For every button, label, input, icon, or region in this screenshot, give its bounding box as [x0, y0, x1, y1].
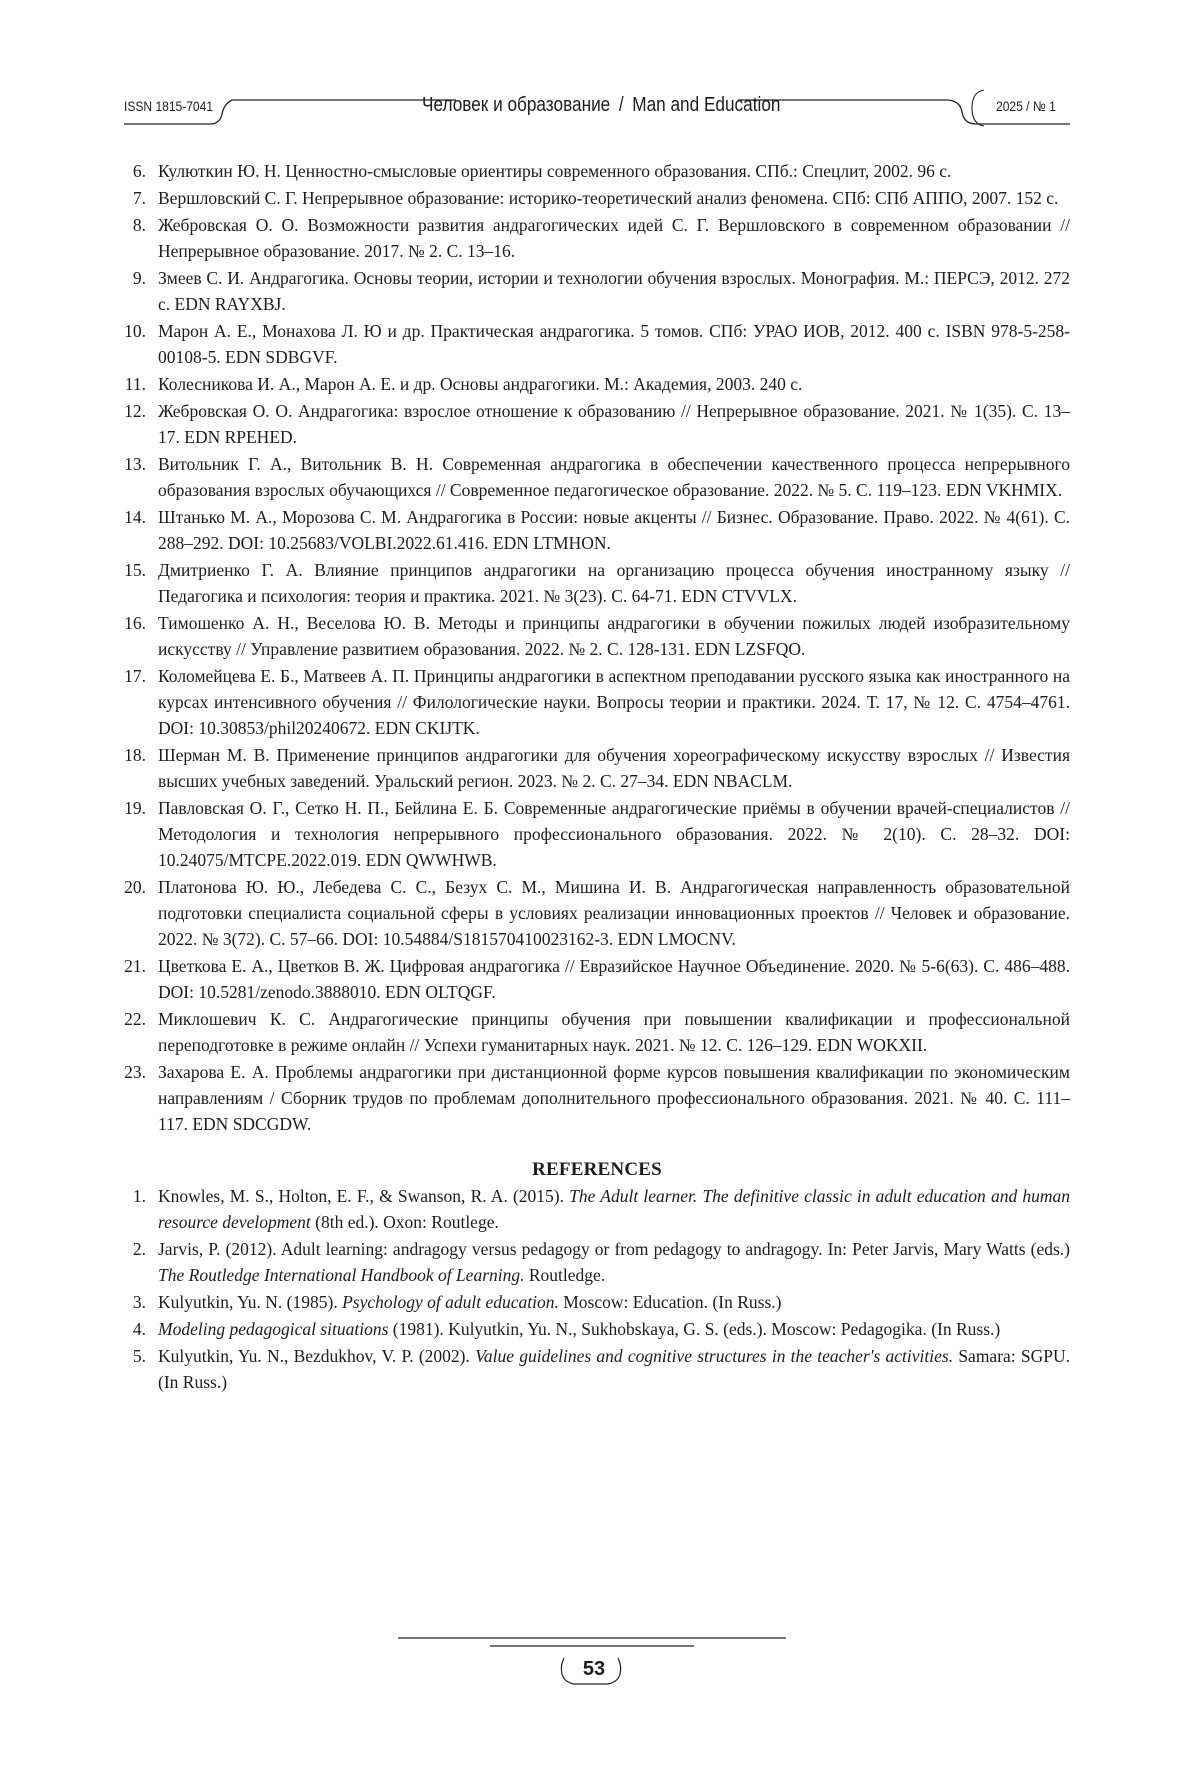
- reference-entry-text: Moscow: Education. (In Russ.): [559, 1292, 782, 1312]
- bibliography-entry: [124, 742, 1070, 794]
- bibliography-entry-text: Марон А. Е., Монахова Л. Ю и др. Практическая андрагогика. 5 томов. СПб: УРАО ИОВ, 2012. 400 с. ISBN 978-5-258-00108-5. EDN SDBGVF.: [158, 321, 1070, 367]
- bibliography-entry: [124, 451, 1070, 503]
- bibliography-entry-number: 18.: [122, 742, 146, 768]
- bibliography-entry-text: Павловская О. Г., Сетко Н. П., Бейлина Е. Б. Современные андрагогические приёмы в обучении врачей-специалистов // Методология и технология непрерывного профессионального образования. 2022. № 2(10). С. 28–32. DOI: 10.24075/MTCPE.2022.019. EDN QWWHWB.: [158, 798, 1070, 870]
- bibliography-entry-number: 19.: [122, 795, 146, 821]
- bibliography-entry-number: 17.: [122, 663, 146, 689]
- page-footer: [398, 1636, 786, 1700]
- bibliography-entry: [124, 265, 1070, 317]
- bibliography-entry: [124, 185, 1070, 211]
- bibliography-entry-text: Дмитриенко Г. А. Влияние принципов андрагогики на организацию процесса обучения иностранному языку // Педагогика и психология: теория и практика. 2021. № 3(23). С. 64-71. EDN CTVVLX.: [158, 560, 1070, 606]
- bibliography-entry-text: Кулюткин Ю. Н. Ценностно-смысловые ориентиры современного образования. СПб.: Спецлит, 2002. 96 с.: [158, 161, 951, 181]
- bibliography-entry: [124, 610, 1070, 662]
- reference-entry-text: (1981). Kulyutkin, Yu. N., Sukhobskaya, G. S. (eds.). Moscow: Pedagogika. (In Russ.): [388, 1319, 1000, 1339]
- reference-entry-number: 3.: [124, 1289, 146, 1315]
- bibliography-entry-text: Штанько М. А., Морозова С. М. Андрагогика в России: новые акценты // Бизнес. Образование. Право. 2022. № 4(61). С. 288–292. DOI: 10.25683/VOLBI.2022.61.416. EDN LTMHON.: [158, 507, 1070, 553]
- reference-entry: [124, 1183, 1070, 1235]
- bibliography-entry-number: 7.: [124, 185, 146, 211]
- bibliography-entry-number: 13.: [122, 451, 146, 477]
- bibliography-entry-number: 6.: [124, 158, 146, 184]
- bibliography-entry-text: Шерман М. В. Применение принципов андрагогики для обучения хореографическому искусству взрослых // Известия высших учебных заведений. Уральский регион. 2023. № 2. С. 27–34. EDN NBACLM.: [158, 745, 1070, 791]
- reference-entry-text: Kulyutkin, Yu. N., Bezdukhov, V. P. (2002).: [158, 1346, 475, 1366]
- bibliography-entry: [124, 158, 1070, 184]
- reference-entry-number: 1.: [124, 1183, 146, 1209]
- bibliography-entry-text: Цветкова Е. А., Цветков В. Ж. Цифровая андрагогика // Евразийское Научное Объединение. 2020. № 5-6(63). С. 486–488. DOI: 10.5281/zenodo.3888010. EDN OLTQGF.: [158, 956, 1070, 1002]
- bibliography-entry-text: Жебровская О. О. Андрагогика: взрослое отношение к образованию // Непрерывное образование. 2021. № 1(35). С. 13–17. EDN RPEHED.: [158, 401, 1070, 447]
- bibliography-entry-number: 12.: [122, 398, 146, 424]
- journal-title-en: Man and Education: [632, 94, 780, 116]
- reference-entry-text: Routledge.: [525, 1265, 606, 1285]
- bibliography-entry-number: 9.: [124, 265, 146, 291]
- reference-entry-text: (8th ed.). Oxon: Routlege.: [311, 1212, 499, 1232]
- bibliography-entry: [124, 212, 1070, 264]
- bibliography-entry-text: Змеев С. И. Андрагогика. Основы теории, истории и технологии обучения взрослых. Монография. М.: ПЕРСЭ, 2012. 272 с. EDN RAYXBJ.: [158, 268, 1070, 314]
- bibliography-list: [124, 158, 1070, 1137]
- bibliography-entry-number: 22.: [122, 1006, 146, 1032]
- bibliography-entry-number: 10.: [122, 318, 146, 344]
- bibliography-entry-text: Захарова Е. А. Проблемы андрагогики при дистанционной форме курсов повышения квалификации по экономическим направлениям / Сборник трудов по проблемам дополнительного профессионального образования. 2021. № 40. С. 111–117. EDN SDCGDW.: [158, 1062, 1070, 1134]
- bibliography-entry-number: 8.: [124, 212, 146, 238]
- bibliography-entry: [124, 953, 1070, 1005]
- bibliography-entry-number: 21.: [122, 953, 146, 979]
- bibliography-entry-text: Витольник Г. А., Витольник В. Н. Современная андрагогика в обеспечении качественного процесса непрерывного образования взрослых обучающихся // Современное педагогическое образование. 2022. № 5. С. 119–123. EDN VKHMIX.: [158, 454, 1070, 500]
- bibliography-entry-number: 15.: [122, 557, 146, 583]
- bibliography-entry-text: Жебровская О. О. Возможности развития андрагогических идей С. Г. Вершловского в современном образовании // Непрерывное образование. 2017. № 2. С. 13–16.: [158, 215, 1070, 261]
- reference-entry-number: 2.: [124, 1236, 146, 1262]
- references-heading: REFERENCES: [124, 1159, 1070, 1181]
- bibliography-entry: [124, 663, 1070, 741]
- reference-entry-title: Value guidelines and cognitive structures in the teacher's activities.: [475, 1346, 953, 1366]
- bibliography-entry-number: 14.: [122, 504, 146, 530]
- reference-entry-title: The Adult learner. The definitive classic in adult education and human resource development: [158, 1186, 1070, 1232]
- reference-entry: [124, 1289, 1070, 1315]
- running-header: [124, 84, 1070, 128]
- bibliography-entry-text: Платонова Ю. Ю., Лебедева С. С., Безух С. М., Мишина И. В. Андрагогическая направленность образовательной подготовки специалиста социальной сферы в условиях реализации инновационных проектов // Человек и образование. 2022. № 3(72). С. 57–66. DOI: 10.54884/S181570410023162-3. EDN LMOCNV.: [158, 877, 1070, 949]
- journal-title-separator: /: [619, 94, 624, 116]
- reference-entry-text: Knowles, M. S., Holton, E. F., & Swanson, R. A. (2015).: [158, 1186, 569, 1206]
- page-number: 53: [572, 1658, 616, 1681]
- bibliography-entry: [124, 371, 1070, 397]
- reference-entry-number: 5.: [124, 1343, 146, 1369]
- issn: ISSN 1815-7041: [124, 98, 213, 114]
- reference-entry-text: Jarvis, P. (2012). Adult learning: andragogy versus pedagogy or from pedagogy to andragogy. In: Peter Jarvis, Mary Watts (eds.): [158, 1239, 1070, 1259]
- bibliography-entry: [124, 504, 1070, 556]
- reference-content: [124, 158, 1070, 1396]
- bibliography-entry-text: Миклошевич К. С. Андрагогические принципы обучения при повышении квалификации и профессиональной переподготовке в режиме онлайн // Успехи гуманитарных наук. 2021. № 12. С. 126–129. EDN WOKXII.: [158, 1009, 1070, 1055]
- journal-title: [422, 94, 780, 117]
- bibliography-entry: [124, 398, 1070, 450]
- reference-entry: [124, 1343, 1070, 1395]
- reference-entry: [124, 1316, 1070, 1342]
- bibliography-entry-text: Колесникова И. А., Марон А. Е. и др. Основы андрагогики. М.: Академия, 2003. 240 с.: [158, 374, 802, 394]
- reference-entry-title: Psychology of adult education.: [342, 1292, 559, 1312]
- bibliography-entry-text: Коломейцева Е. Б., Матвеев А. П. Принципы андрагогики в аспектном преподавании русского языка как иностранного на курсах интенсивного обучения // Филологические науки. Вопросы теории и практики. 2024. Т. 17, № 12. С. 4754–4761. DOI: 10.30853/phil20240672. EDN CKIJTK.: [158, 666, 1070, 738]
- reference-entry: [124, 1236, 1070, 1288]
- bibliography-entry: [124, 1059, 1070, 1137]
- reference-entry-number: 4.: [124, 1316, 146, 1342]
- reference-entry-text: Kulyutkin, Yu. N. (1985).: [158, 1292, 342, 1312]
- references-list: [124, 1183, 1070, 1395]
- reference-entry-title: The Routledge International Handbook of Learning.: [158, 1265, 525, 1285]
- bibliography-entry: [124, 557, 1070, 609]
- bibliography-entry-number: 20.: [122, 874, 146, 900]
- issue-number: 2025 / № 1: [996, 98, 1056, 114]
- bibliography-entry: [124, 874, 1070, 952]
- journal-title-ru: Человек и образование: [422, 94, 610, 116]
- bibliography-entry: [124, 795, 1070, 873]
- bibliography-entry: [124, 318, 1070, 370]
- bibliography-entry-text: Вершловский С. Г. Непрерывное образование: историко-теоретический анализ феномена. СПб: СПб АППО, 2007. 152 с.: [158, 188, 1058, 208]
- bibliography-entry: [124, 1006, 1070, 1058]
- bibliography-entry-text: Тимошенко А. Н., Веселова Ю. В. Методы и принципы андрагогики в обучении пожилых людей изобразительному искусству // Управление развитием образования. 2022. № 2. С. 128-131. EDN LZSFQO.: [158, 613, 1070, 659]
- bibliography-entry-number: 16.: [122, 610, 146, 636]
- reference-entry-title: Modeling pedagogical situations: [158, 1319, 388, 1339]
- bibliography-entry-number: 11.: [122, 371, 146, 397]
- bibliography-entry-number: 23.: [122, 1059, 146, 1085]
- reference-entry-text: Samara: SGPU. (In Russ.): [158, 1346, 1070, 1392]
